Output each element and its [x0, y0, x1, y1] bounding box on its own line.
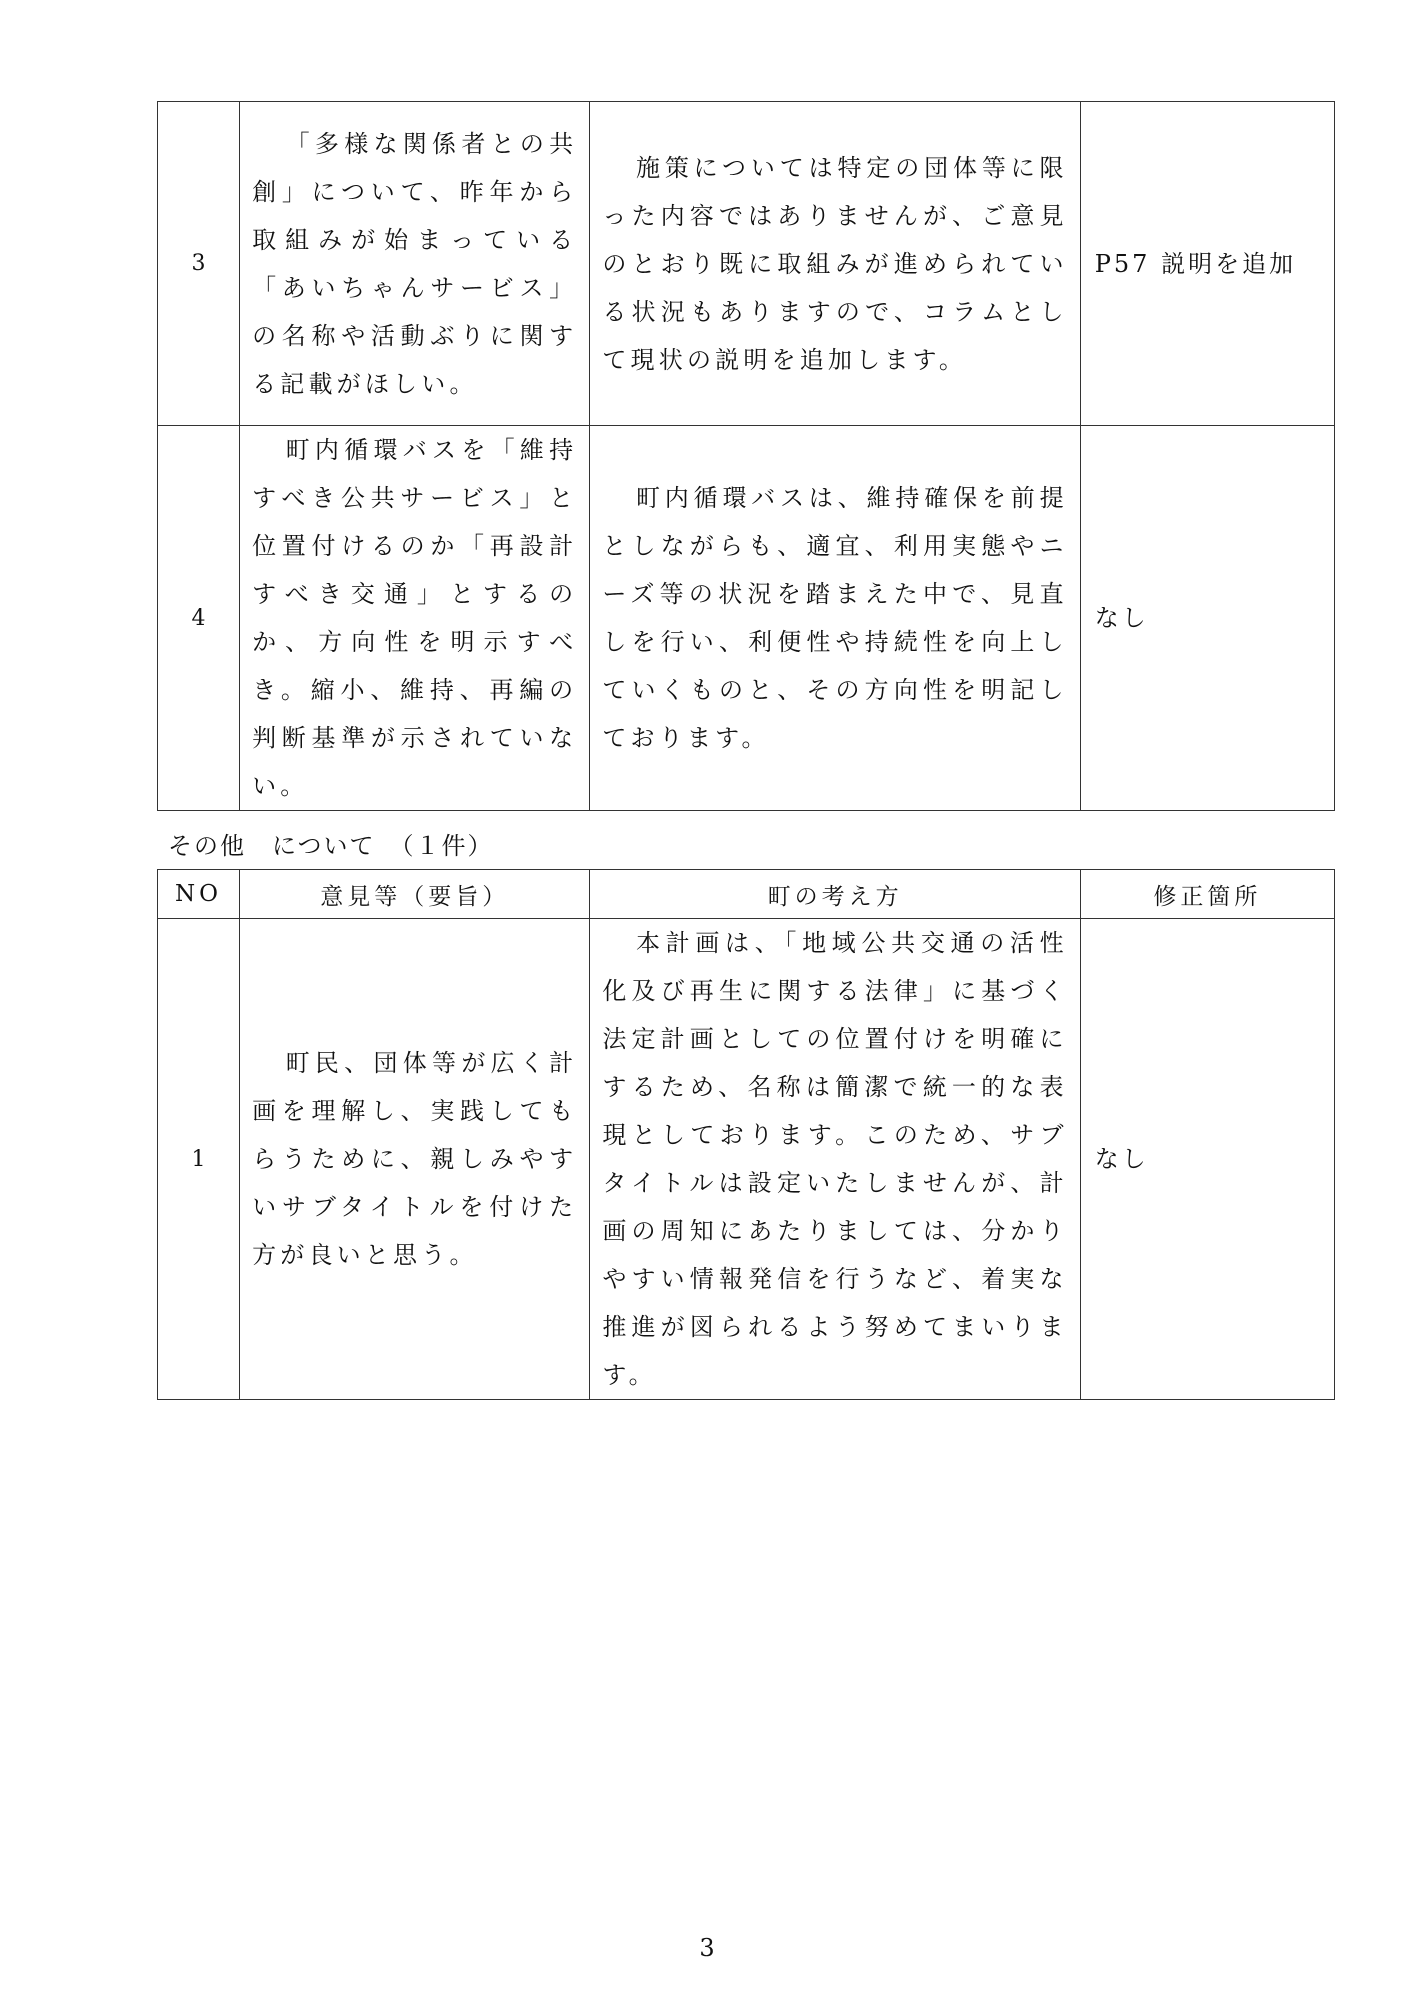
opinion-text: 町民、団体等が広く計画を理解し、実践してもらうために、親しみやすいサブタイトルを付けた方が良いと思う。	[252, 1049, 578, 1269]
row-number: 4	[158, 426, 240, 811]
other-opinions-table	[157, 869, 1335, 1400]
row-number: 1	[158, 919, 240, 1400]
table-header-row	[158, 870, 1335, 919]
revision-cell	[1080, 426, 1334, 811]
table-row	[158, 426, 1335, 811]
revision-cell	[1080, 919, 1334, 1400]
revision-text: なし	[1094, 1145, 1149, 1173]
consultation-table-continued	[157, 101, 1335, 811]
section-caption: その他 について （１件）	[168, 832, 494, 860]
revision-text: なし	[1094, 604, 1149, 632]
town-view-cell	[590, 102, 1080, 426]
opinion-cell	[240, 102, 590, 426]
opinion-cell	[240, 426, 590, 811]
page-number: 3	[699, 1934, 715, 1962]
revision-cell	[1080, 102, 1334, 426]
table-row	[158, 102, 1335, 426]
row-number: 3	[158, 102, 240, 426]
town-view-cell	[590, 919, 1080, 1400]
town-view-text: 施策については特定の団体等に限った内容ではありませんが、ご意見のとおり既に取組みが進められている状況もありますので、コラムとして現状の説明を追加します。	[602, 153, 1068, 374]
opinion-text: 町内循環バスを「維持すべき公共サービス」と位置付けるのか「再設計すべき交通」とするのか、方向性を明示すべき。縮小、維持、再編の判断基準が示されていない。	[252, 436, 578, 800]
header-town-view: 町の考え方	[590, 870, 1080, 919]
opinion-cell	[240, 919, 590, 1400]
opinion-text: 「多様な関係者との共創」について、昨年から取組みが始まっている「あいちゃんサービス」の名称や活動ぶりに関する記載がほしい。	[252, 129, 578, 398]
town-view-text: 本計画は、「地域公共交通の活性化及び再生に関する法律」に基づく法定計画としての位置付けを明確にするため、名称は簡潔で統一的な表現としております。このため、サブタイトルは設定いたしませんが、計画の周知にあたりましては、分かりやすい情報発信を行うなど、着実な推進が図られるよう努めてまいります。	[602, 929, 1068, 1389]
header-no: NO	[158, 870, 240, 919]
table-row	[158, 919, 1335, 1400]
header-opinion: 意見等（要旨）	[240, 870, 590, 919]
revision-text: P57 説明を追加	[1094, 249, 1297, 278]
town-view-cell	[590, 426, 1080, 811]
header-revision: 修正箇所	[1080, 870, 1334, 919]
town-view-text: 町内循環バスは、維持確保を前提としながらも、適宜、利用実態やニーズ等の状況を踏まえた中で、見直しを行い、利便性や持続性を向上していくものと、その方向性を明記しております。	[602, 484, 1068, 752]
